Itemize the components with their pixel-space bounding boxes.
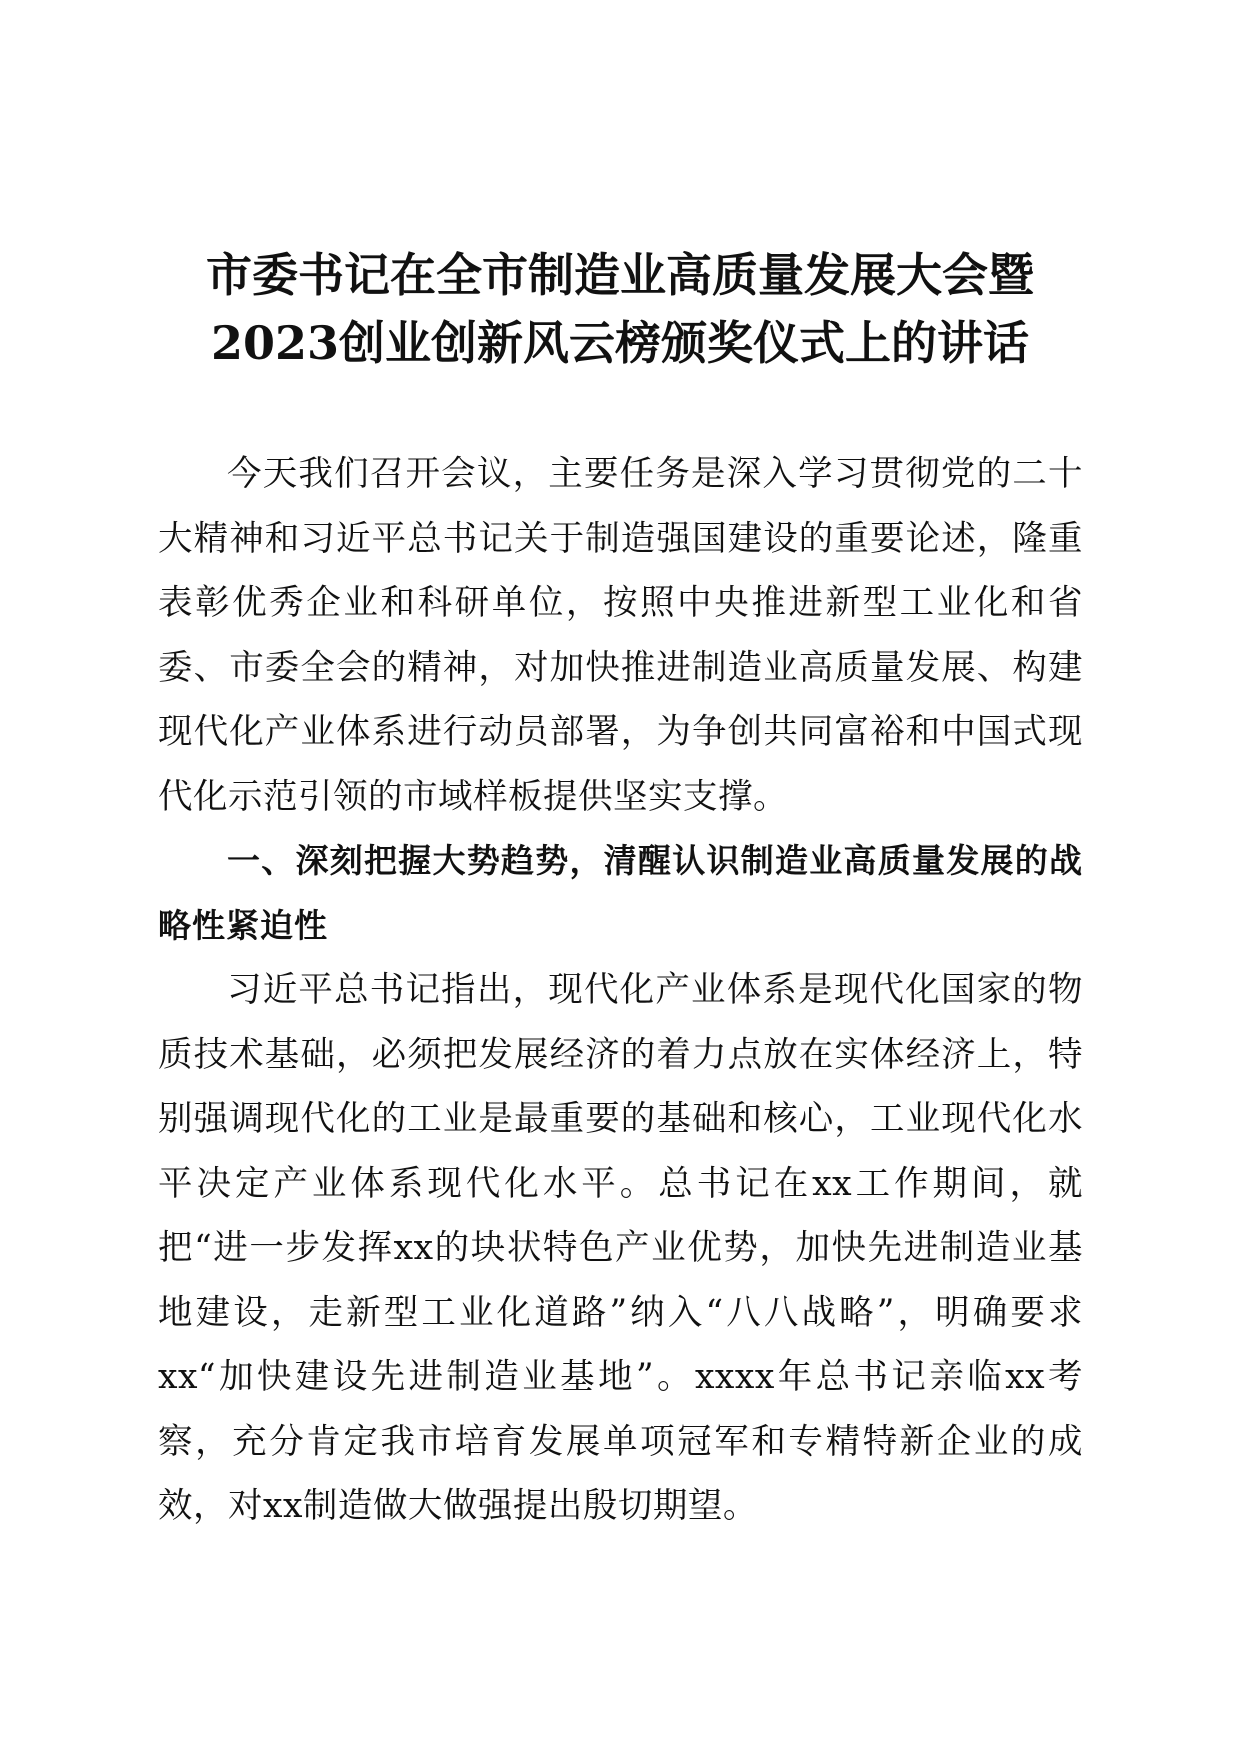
body-paragraph-1: 今天我们召开会议，主要任务是深入学习贯彻党的二十大精神和习近平总书记关于制造强国建设的重要论述，隆重表彰优秀企业和科研单位，按照中央推进新型工业化和省委、市委全会的精神，对加快推进制造业高质量发展、构建现代化产业体系进行动员部署，为争创共同富裕和中国式现代化示范引领的市域样板提供坚实支撑。	[158, 454, 1083, 817]
section-heading-1: 一、深刻把握大势趋势，清醒认识制造业高质量发展的战略性紧迫性	[158, 841, 1083, 945]
body-paragraph-2: 习近平总书记指出，现代化产业体系是现代化国家的物质技术基础，必须把发展经济的着力点放在实体经济上，特别强调现代化的工业是最重要的基础和核心，工业现代化水平决定产业体系现代化水平。总书记在xx工作期间，就把“进一步发挥xx的块状特色产业优势，加快先进制造业基地建设，走新型工业化道路”纳入“八八战略”，明确要求xx“加快建设先进制造业基地”。xxxx年总书记亲临xx考察，充分肯定我市培育发展单项冠军和专精特新企业的成效，对xx制造做大做强提出殷切期望。	[158, 970, 1083, 1526]
document-title-line-2: 2023创业创新风云榜颁奖仪式上的讲话	[210, 316, 1030, 370]
document-title-line-1: 市委书记在全市制造业高质量发展大会暨	[206, 248, 1034, 302]
